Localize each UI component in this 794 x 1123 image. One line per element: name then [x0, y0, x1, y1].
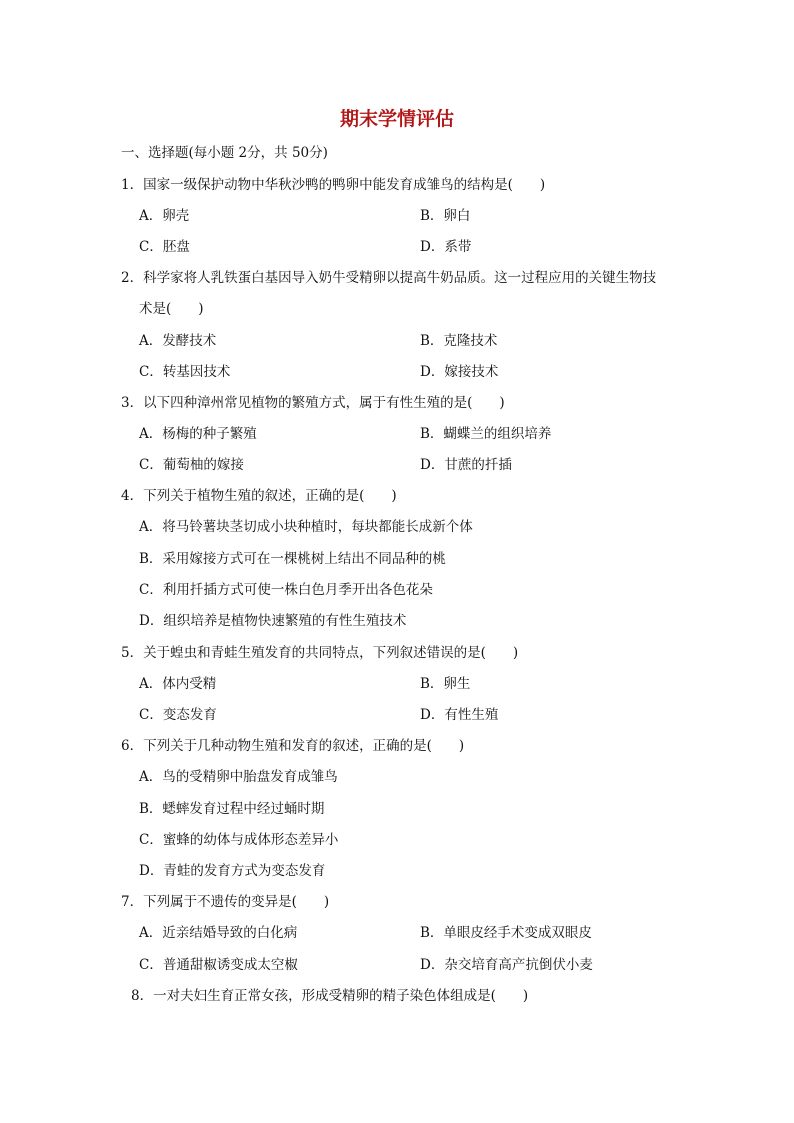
question-6-option-a: A．鸟的受精卵中胎盘发育成雏鸟 — [139, 769, 338, 785]
question-6-stem: 6．下列关于几种动物生殖和发育的叙述，正确的是( ) — [121, 738, 465, 754]
question-1-option-b: B．卵白 — [420, 208, 471, 224]
question-3-stem: 3．以下四种漳州常见植物的繁殖方式，属于有性生殖的是( ) — [121, 395, 505, 411]
section-heading: 一、选择题(每小题 2分，共 50分) — [121, 145, 328, 161]
question-5-stem: 5．关于蝗虫和青蛙生殖发育的共同特点，下列叙述错误的是( ) — [121, 645, 519, 661]
question-3-option-d: D．甘蔗的扦插 — [420, 457, 512, 473]
question-4-option-b: B．采用嫁接方式可在一棵桃树上结出不同品种的桃 — [139, 551, 446, 567]
question-5-option-c: C．变态发育 — [139, 707, 217, 723]
question-4-option-c: C．利用扦插方式可使一株白色月季开出各色花朵 — [139, 582, 433, 598]
question-6-option-d: D．青蛙的发育方式为变态发育 — [139, 863, 326, 879]
question-2-stem: 2．科学家将人乳铁蛋白基因导入奶牛受精卵以提高牛奶品质。这一过程应用的关键生物技 — [121, 270, 657, 286]
question-2-option-b: B．克隆技术 — [420, 333, 498, 349]
question-5-option-d: D．有性生殖 — [420, 707, 499, 723]
question-8-stem: 8．一对夫妇生育正常女孩，形成受精卵的精子染色体组成是( ) — [131, 988, 529, 1004]
question-7-option-d: D．杂交培育高产抗倒伏小麦 — [420, 957, 593, 973]
question-5-option-a: A．体内受精 — [139, 676, 217, 692]
question-3-option-b: B．蝴蝶兰的组织培养 — [420, 426, 552, 442]
question-1-option-c: C．胚盘 — [139, 239, 190, 255]
question-1-option-d: D．系带 — [420, 239, 472, 255]
question-7-option-c: C．普通甜椒诱变成太空椒 — [139, 957, 298, 973]
question-2-option-d: D．嫁接技术 — [420, 364, 499, 380]
question-7-stem: 7．下列属于不遗传的变异是( ) — [121, 894, 330, 910]
question-3-option-c: C．葡萄柚的嫁接 — [139, 457, 244, 473]
question-5-option-b: B．卵生 — [420, 676, 471, 692]
question-6-option-b: B．蟋蟀发育过程中经过蛹时期 — [139, 801, 325, 817]
question-4-option-d: D．组织培养是植物快速繁殖的有性生殖技术 — [139, 613, 407, 629]
question-4-stem: 4．下列关于植物生殖的叙述，正确的是( ) — [121, 488, 397, 504]
question-2-option-a: A．发酵技术 — [139, 333, 217, 349]
question-3-option-a: A．杨梅的种子繁殖 — [139, 426, 257, 442]
question-2-stem-cont: 术是( ) — [139, 301, 204, 317]
page-title: 期末学情评估 — [339, 108, 454, 130]
question-1-option-a: A．卵壳 — [139, 208, 190, 224]
question-1-stem: 1．国家一级保护动物中华秋沙鸭的鸭卵中能发育成雏鸟的结构是( ) — [121, 177, 546, 193]
question-7-option-b: B．单眼皮经手术变成双眼皮 — [420, 925, 592, 941]
question-7-option-a: A．近亲结婚导致的白化病 — [139, 925, 298, 941]
question-2-option-c: C．转基因技术 — [139, 364, 231, 380]
question-4-option-a: A．将马铃薯块茎切成小块种植时，每块都能长成新个体 — [139, 519, 473, 535]
question-6-option-c: C．蜜蜂的幼体与成体形态差异小 — [139, 832, 339, 848]
